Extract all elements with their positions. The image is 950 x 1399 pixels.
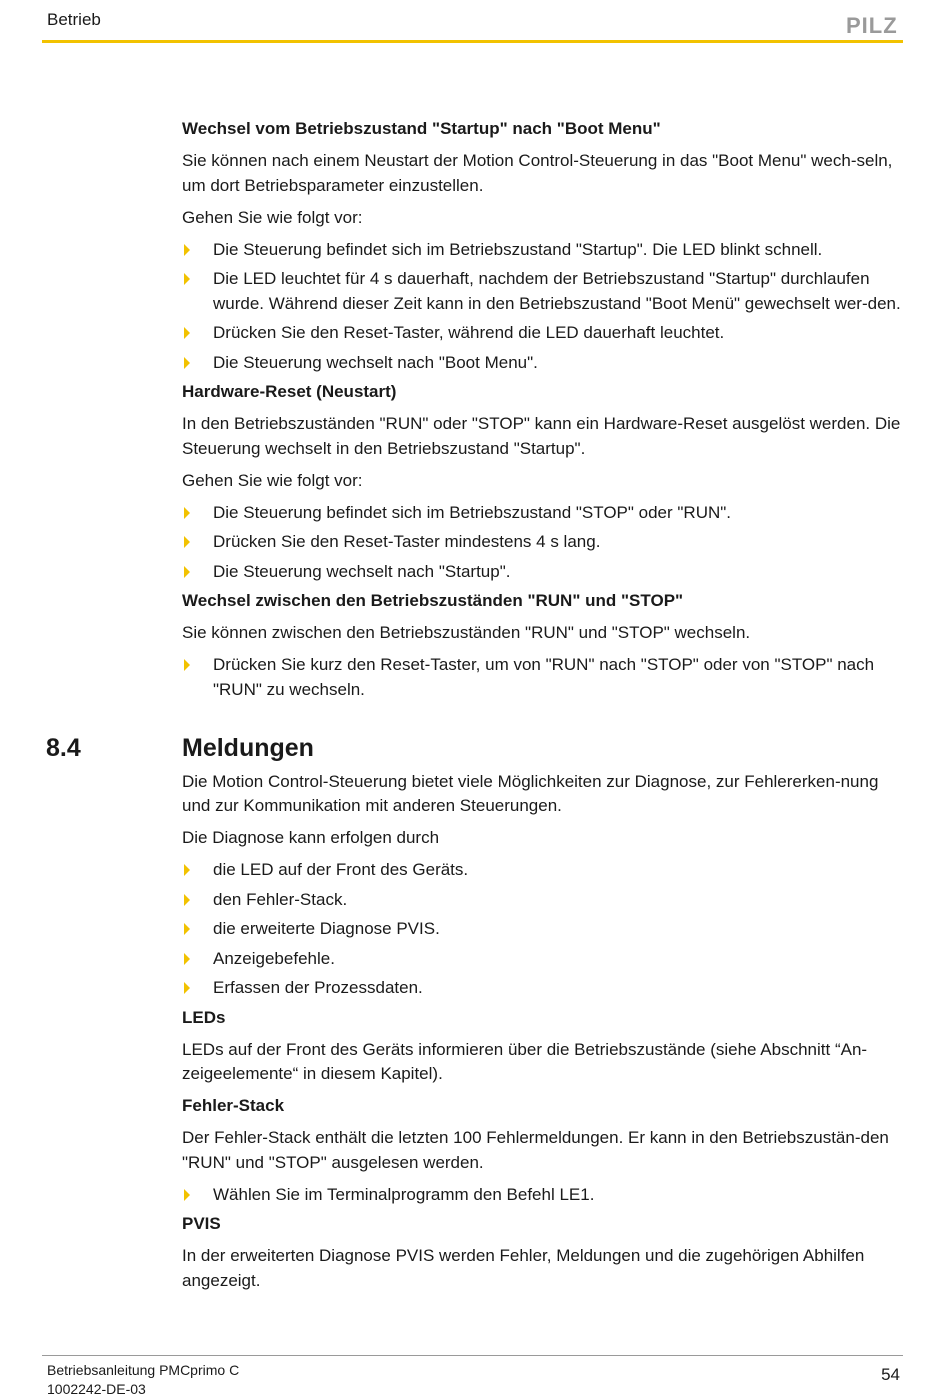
header-rule — [42, 40, 903, 43]
bullet-arrow-icon — [184, 953, 190, 965]
bullet-text: die erweiterte Diagnose PVIS. — [213, 919, 440, 938]
paragraph: Sie können nach einem Neustart der Motion Control-Steuerung in das "Boot Menu" wech-seln, um dort Betriebsparameter einzustellen. — [182, 151, 893, 195]
bullet-text: die LED auf der Front des Geräts. — [213, 860, 469, 879]
bullet-arrow-icon — [184, 357, 190, 369]
bullet-item — [182, 560, 904, 585]
bullet-text: Wählen Sie im Terminalprogramm den Befehl LE1. — [213, 1184, 595, 1204]
bullet-item — [182, 267, 904, 316]
bullet-arrow-icon — [184, 659, 190, 671]
bullet-arrow-icon — [184, 894, 190, 906]
pilz-logo-text: PILZ — [846, 13, 898, 38]
subheading: Wechsel zwischen den Betriebszuständen "RUN" und "STOP" — [182, 591, 684, 610]
bullet-text: Drücken Sie kurz den Reset-Taster, um von "RUN" nach "STOP" oder von "STOP" nach "RUN" zu wechseln. — [213, 655, 875, 699]
section-title: Meldungen — [182, 734, 314, 762]
paragraph: Die Motion Control-Steuerung bietet viele Möglichkeiten zur Diagnose, zur Fehlererken-nung und zur Kommunikation mit anderen Steuerungen. — [182, 771, 879, 815]
bullet-text: den Fehler-Stack. — [213, 889, 348, 909]
bullet-text: Die Steuerung wechselt nach "Startup". — [213, 561, 511, 581]
bullet-text: Die Steuerung wechselt nach "Boot Menu". — [213, 352, 538, 372]
subheading: LEDs — [182, 1007, 226, 1027]
bullet-text: Anzeigebefehle. — [213, 948, 335, 968]
bullet-text: Drücken Sie den Reset-Taster, während die LED dauerhaft leuchtet. — [213, 323, 725, 342]
paragraph: Die Diagnose kann erfolgen durch — [182, 828, 440, 847]
subheading: Wechsel vom Betriebszustand "Startup" nach "Boot Menu" — [182, 119, 661, 138]
bullet-item — [182, 858, 904, 883]
section-heading — [46, 733, 904, 764]
bullet-item — [182, 976, 904, 1001]
bullet-text: Drücken Sie den Reset-Taster mindestens 4 s lang. — [213, 532, 601, 551]
page-number: 54 — [881, 1365, 900, 1384]
bullet-text: Die Steuerung befindet sich im Betriebszustand "STOP" oder "RUN". — [213, 502, 732, 522]
bullet-arrow-icon — [184, 244, 190, 256]
bullet-item — [182, 238, 904, 263]
subheading: PVIS — [182, 1214, 221, 1233]
bullet-item — [182, 653, 904, 702]
footer-doc-number: 1002242-DE-03 — [47, 1381, 146, 1397]
bullet-item — [182, 917, 904, 942]
bullet-arrow-icon — [184, 566, 190, 578]
footer-doc-title: Betriebsanleitung PMCprimo C — [47, 1362, 240, 1378]
paragraph: Gehen Sie wie folgt vor: — [182, 470, 363, 490]
bullet-arrow-icon — [184, 982, 190, 994]
paragraph: In den Betriebszuständen "RUN" oder "STOP" kann ein Hardware-Reset ausgelöst werden. Die Steuerung wechselt in den Betriebszustand "Startup". — [182, 414, 901, 458]
bullet-item — [182, 947, 904, 972]
bullet-arrow-icon — [184, 536, 190, 548]
footer-rule — [42, 1355, 903, 1356]
bullet-item — [182, 351, 904, 376]
paragraph: In der erweiterten Diagnose PVIS werden Fehler, Meldungen und die zugehörigen Abhilfen angezeigt. — [182, 1246, 865, 1290]
bullet-arrow-icon — [184, 864, 190, 876]
header-title: Betrieb — [47, 10, 101, 29]
bullet-item — [182, 530, 904, 555]
bullet-arrow-icon — [184, 1189, 190, 1201]
bullet-arrow-icon — [184, 507, 190, 519]
bullet-text: Erfassen der Prozessdaten. — [213, 978, 423, 997]
document-body — [46, 117, 904, 1301]
subheading: Fehler-Stack — [182, 1096, 285, 1115]
bullet-item — [182, 501, 904, 526]
bullet-arrow-icon — [184, 923, 190, 935]
bullet-arrow-icon — [184, 273, 190, 285]
subheading: Hardware-Reset (Neustart) — [182, 382, 397, 401]
paragraph: Sie können zwischen den Betriebszuständen "RUN" und "STOP" wechseln. — [182, 623, 751, 642]
pilz-logo — [846, 12, 904, 38]
bullet-text: Die Steuerung befindet sich im Betriebszustand "Startup". Die LED blinkt schnell. — [213, 239, 823, 259]
paragraph: Der Fehler-Stack enthält die letzten 100 Fehlermeldungen. Er kann in den Betriebszustän-den "RUN" und "STOP" ausgelesen werden. — [182, 1128, 889, 1172]
footer-doc-info — [47, 1361, 239, 1399]
section-number: 8.4 — [46, 734, 81, 762]
bullet-arrow-icon — [184, 327, 190, 339]
paragraph: Gehen Sie wie folgt vor: — [182, 207, 363, 227]
bullet-item — [182, 1183, 904, 1208]
bullet-text: Die LED leuchtet für 4 s dauerhaft, nachdem der Betriebszustand "Startup" durchlaufen wurde. Während dieser Zeit kann in den Betriebszustand "Boot Menü" gewechselt wer-den. — [213, 269, 901, 313]
bullet-item — [182, 321, 904, 346]
bullet-item — [182, 888, 904, 913]
paragraph: LEDs auf der Front des Geräts informieren über die Betriebszustände (siehe Abschnitt “An-zeigeelemente“ in diesem Kapitel). — [182, 1039, 868, 1083]
